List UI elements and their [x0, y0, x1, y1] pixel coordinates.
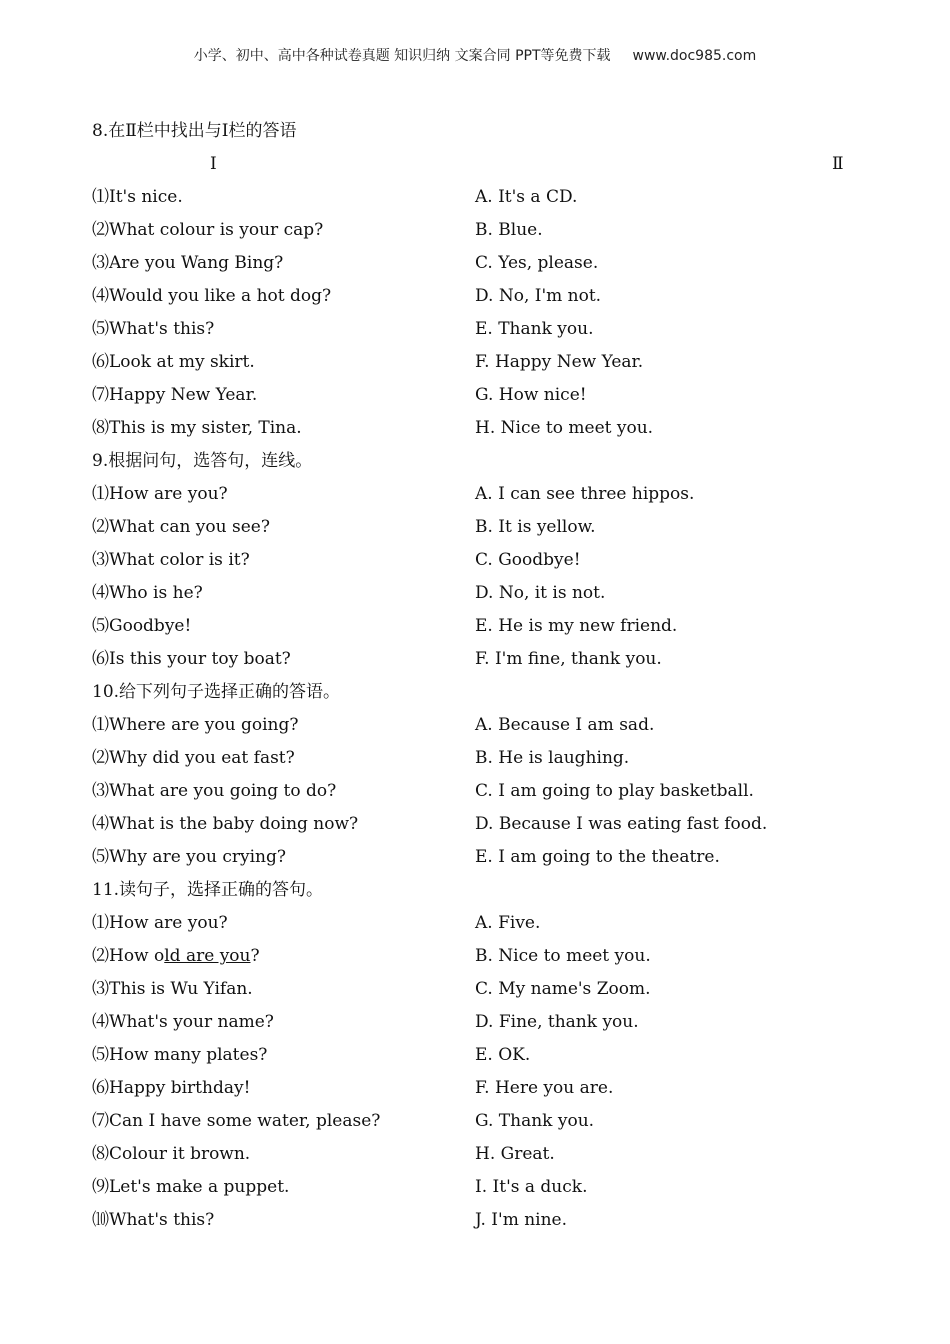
question-text: ⑸What's this? — [92, 319, 215, 339]
question-text: ⑵How old are you? — [92, 946, 260, 966]
question-text: ⑸Why are you crying? — [92, 847, 286, 867]
answer-text: B. Blue. — [475, 220, 543, 240]
question-text: ⑷Would you like a hot dog? — [92, 286, 332, 306]
answer-text: B. Nice to meet you. — [475, 946, 651, 966]
question-text: ⑵Why did you eat fast? — [92, 748, 295, 768]
answer-text: G. Thank you. — [475, 1111, 595, 1131]
question-text: ⑵What colour is your cap? — [92, 220, 324, 240]
list-item — [92, 280, 862, 313]
list-item — [92, 973, 862, 1006]
list-item — [92, 313, 862, 346]
question-text: ⑹Happy birthday! — [92, 1078, 251, 1098]
answer-text: D. Fine, thank you. — [475, 1012, 639, 1032]
answer-text: A. I can see three hippos. — [475, 484, 695, 504]
answer-text: C. I am going to play basketball. — [475, 781, 754, 801]
q8-title: 8.在Ⅱ栏中找出与Ⅰ栏的答语 — [92, 121, 297, 141]
answer-text: F. I'm fine, thank you. — [475, 649, 662, 669]
list-item — [92, 379, 862, 412]
column-1-label: Ⅰ — [210, 154, 217, 174]
list-item — [92, 511, 862, 544]
question-text: ⑷Who is he? — [92, 583, 203, 603]
answer-text: D. No, I'm not. — [475, 286, 602, 306]
answer-text: D. No, it is not. — [475, 583, 606, 603]
question-text: ⑺Happy New Year. — [92, 385, 258, 405]
list-item — [92, 643, 862, 676]
list-item — [92, 577, 862, 610]
question-text: ⑻Colour it brown. — [92, 1144, 251, 1164]
question-text: ⑼Let's make a puppet. — [92, 1177, 290, 1197]
list-item — [92, 1138, 862, 1171]
list-item — [92, 1006, 862, 1039]
question-text: ⑴It's nice. — [92, 187, 183, 207]
list-item — [92, 709, 862, 742]
answer-text: H. Great. — [475, 1144, 555, 1164]
list-item — [92, 742, 862, 775]
document-body — [92, 115, 862, 1237]
question-text: ⑴How are you? — [92, 484, 228, 504]
list-item — [92, 214, 862, 247]
answer-text: A. Five. — [475, 913, 541, 933]
list-item — [92, 247, 862, 280]
answer-text: E. He is my new friend. — [475, 616, 678, 636]
answer-text: J. I'm nine. — [475, 1210, 568, 1230]
q9-title: 9.根据问句，选答句，连线。 — [92, 451, 313, 471]
q10-title: 10.给下列句子选择正确的答语。 — [92, 682, 341, 702]
list-item — [92, 544, 862, 577]
answer-text: A. It's a CD. — [475, 187, 578, 207]
question-text: ⑺Can I have some water, please? — [92, 1111, 381, 1131]
column-2-label: Ⅱ — [832, 154, 844, 174]
question-text: ⑷What's your name? — [92, 1012, 274, 1032]
question-text: ⑸How many plates? — [92, 1045, 268, 1065]
list-item — [92, 346, 862, 379]
answer-text: B. It is yellow. — [475, 517, 596, 537]
list-item — [92, 1105, 862, 1138]
answer-text: C. Goodbye! — [475, 550, 581, 570]
list-item — [92, 412, 862, 445]
header-site: www.doc985.com — [632, 48, 757, 64]
answer-text: I. It's a duck. — [475, 1177, 588, 1197]
list-item — [92, 907, 862, 940]
underlined-text: ld are you — [164, 946, 251, 966]
list-item — [92, 181, 862, 214]
q8-column-headers — [92, 148, 862, 181]
question-text: ⑹Is this your toy boat? — [92, 649, 291, 669]
question-text: ⑹Look at my skirt. — [92, 352, 255, 372]
question-text: ⑶This is Wu Yifan. — [92, 979, 253, 999]
list-item — [92, 1171, 862, 1204]
question-text: ⑶What are you going to do? — [92, 781, 337, 801]
question-text: ⑷What is the baby doing now? — [92, 814, 359, 834]
answer-text: C. My name's Zoom. — [475, 979, 651, 999]
list-item — [92, 1072, 862, 1105]
question-text: ⑽What's this? — [92, 1210, 215, 1230]
question-text: ⑴Where are you going? — [92, 715, 299, 735]
list-item — [92, 841, 862, 874]
question-text: ⑵What can you see? — [92, 517, 270, 537]
answer-text: H. Nice to meet you. — [475, 418, 654, 438]
list-item — [92, 478, 862, 511]
answer-text: F. Happy New Year. — [475, 352, 644, 372]
question-text: ⑸Goodbye! — [92, 616, 192, 636]
list-item — [92, 1039, 862, 1072]
answer-text: A. Because I am sad. — [475, 715, 655, 735]
question-text: ⑻This is my sister, Tina. — [92, 418, 302, 438]
header-text: 小学、初中、高中各种试卷真题 知识归纳 文案合同 PPT等免费下载 — [193, 48, 611, 64]
list-item — [92, 808, 862, 841]
answer-text: C. Yes, please. — [475, 253, 599, 273]
page-header — [0, 45, 950, 65]
list-item — [92, 610, 862, 643]
answer-text: E. OK. — [475, 1045, 531, 1065]
question-text: ⑶Are you Wang Bing? — [92, 253, 284, 273]
answer-text: G. How nice! — [475, 385, 587, 405]
answer-text: B. He is laughing. — [475, 748, 630, 768]
question-text: ⑶What color is it? — [92, 550, 250, 570]
list-item — [92, 940, 862, 973]
answer-text: E. Thank you. — [475, 319, 594, 339]
list-item — [92, 1204, 862, 1237]
answer-text: D. Because I was eating fast food. — [475, 814, 768, 834]
list-item — [92, 775, 862, 808]
question-text: ⑴How are you? — [92, 913, 228, 933]
answer-text: F. Here you are. — [475, 1078, 614, 1098]
answer-text: E. I am going to the theatre. — [475, 847, 720, 867]
q11-title: 11.读句子，选择正确的答句。 — [92, 880, 324, 900]
